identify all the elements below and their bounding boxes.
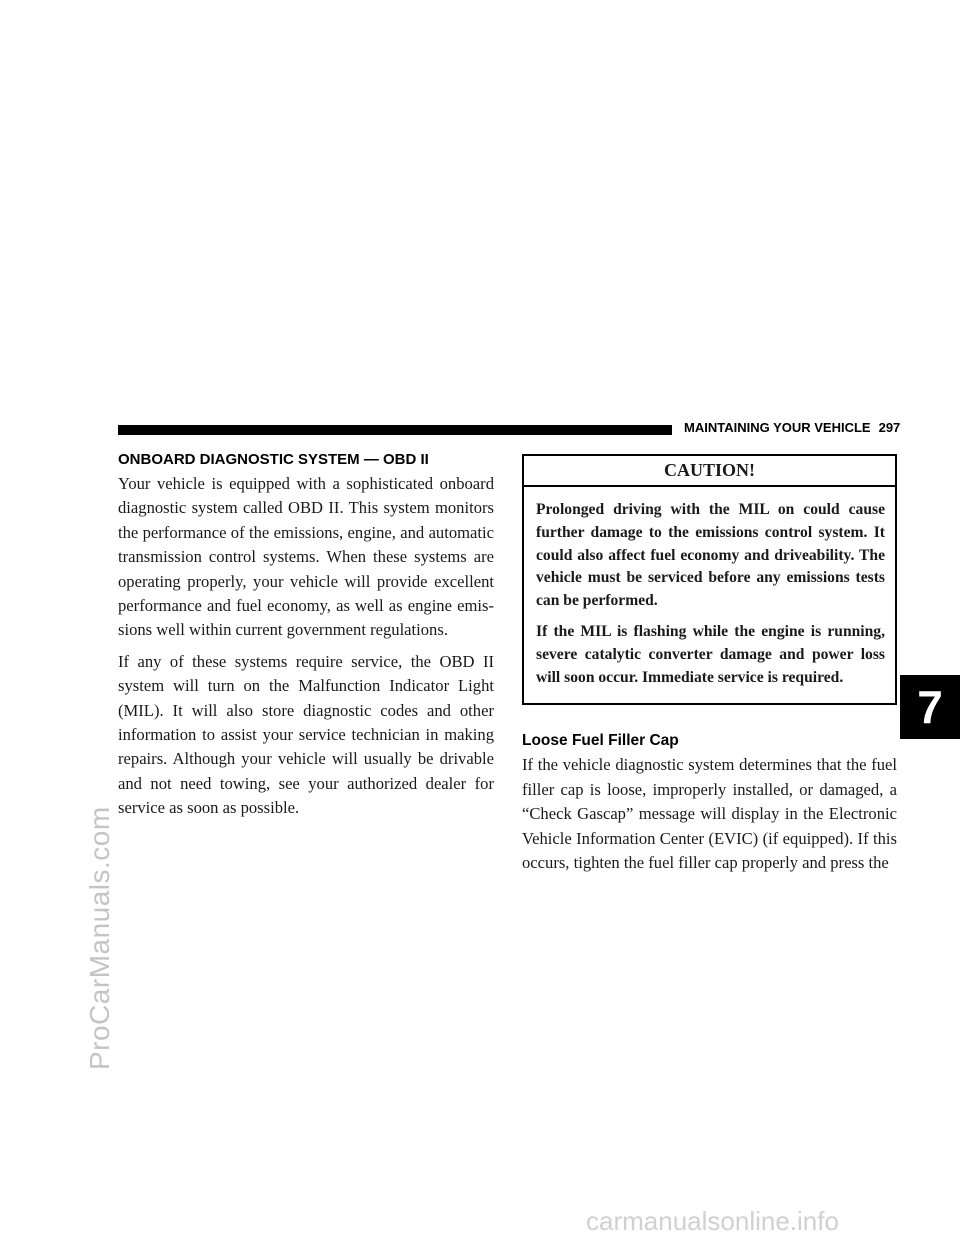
header-rule bbox=[118, 425, 672, 435]
obd-heading: ONBOARD DIAGNOSTIC SYSTEM — OBD II bbox=[118, 451, 429, 468]
right-column bbox=[522, 454, 897, 882]
caution-paragraph: Prolonged driving with the MIL on could cause further damage to the emissions control system. It could also affect fuel economy and driveability. The vehicle must be serviced before any emissions tests can be performed. bbox=[536, 501, 885, 610]
page-number: 297 bbox=[878, 420, 901, 435]
side-watermark: ProCarManuals.com bbox=[84, 806, 115, 1070]
loose-cap-section bbox=[522, 731, 897, 875]
section-title: MAINTAINING YOUR VEHICLE bbox=[684, 420, 871, 435]
running-header bbox=[684, 420, 900, 435]
bottom-watermark: carmanualsonline.info bbox=[586, 1206, 839, 1236]
loose-cap-heading: Loose Fuel Filler Cap bbox=[522, 732, 679, 750]
loose-cap-paragraph: If the vehicle diagnostic system determines that the fuel filler cap is loose, improperly installed, or damaged, a “Check Gascap” message will display in the Electronic Vehicle Information Center (EVIC) (if equipped). If this occurs, tighten the fuel filler cap properly and press the bbox=[522, 755, 897, 872]
caution-box bbox=[522, 454, 897, 705]
obd-paragraph: If any of these systems require service, the OBD II system will turn on the Malfunction Indicator Light (MIL). It will also store diagnostic codes and other information to assist your service technician in making repairs. Although your vehicle will usually be drivable and not need towing, see your authorized dealer for service as soon as possible. bbox=[118, 651, 494, 818]
chapter-tab: 7 bbox=[900, 675, 960, 739]
obd-paragraph: Your vehicle is equipped with a sophisticated onboard diagnostic system called OBD II. This system monitors the performance of the emissions, engine, and automatic transmission control systems. When these systems are operating properly, your vehicle will provide excellent performance and fuel economy, as well as engine emissions well within current government regulations. bbox=[118, 474, 494, 640]
caution-paragraph: If the MIL is flashing while the engine is running, severe catalytic converter damage and power loss will soon occur. Immediate service is required. bbox=[536, 622, 885, 686]
left-column bbox=[118, 450, 494, 828]
caution-title: CAUTION! bbox=[524, 456, 895, 487]
